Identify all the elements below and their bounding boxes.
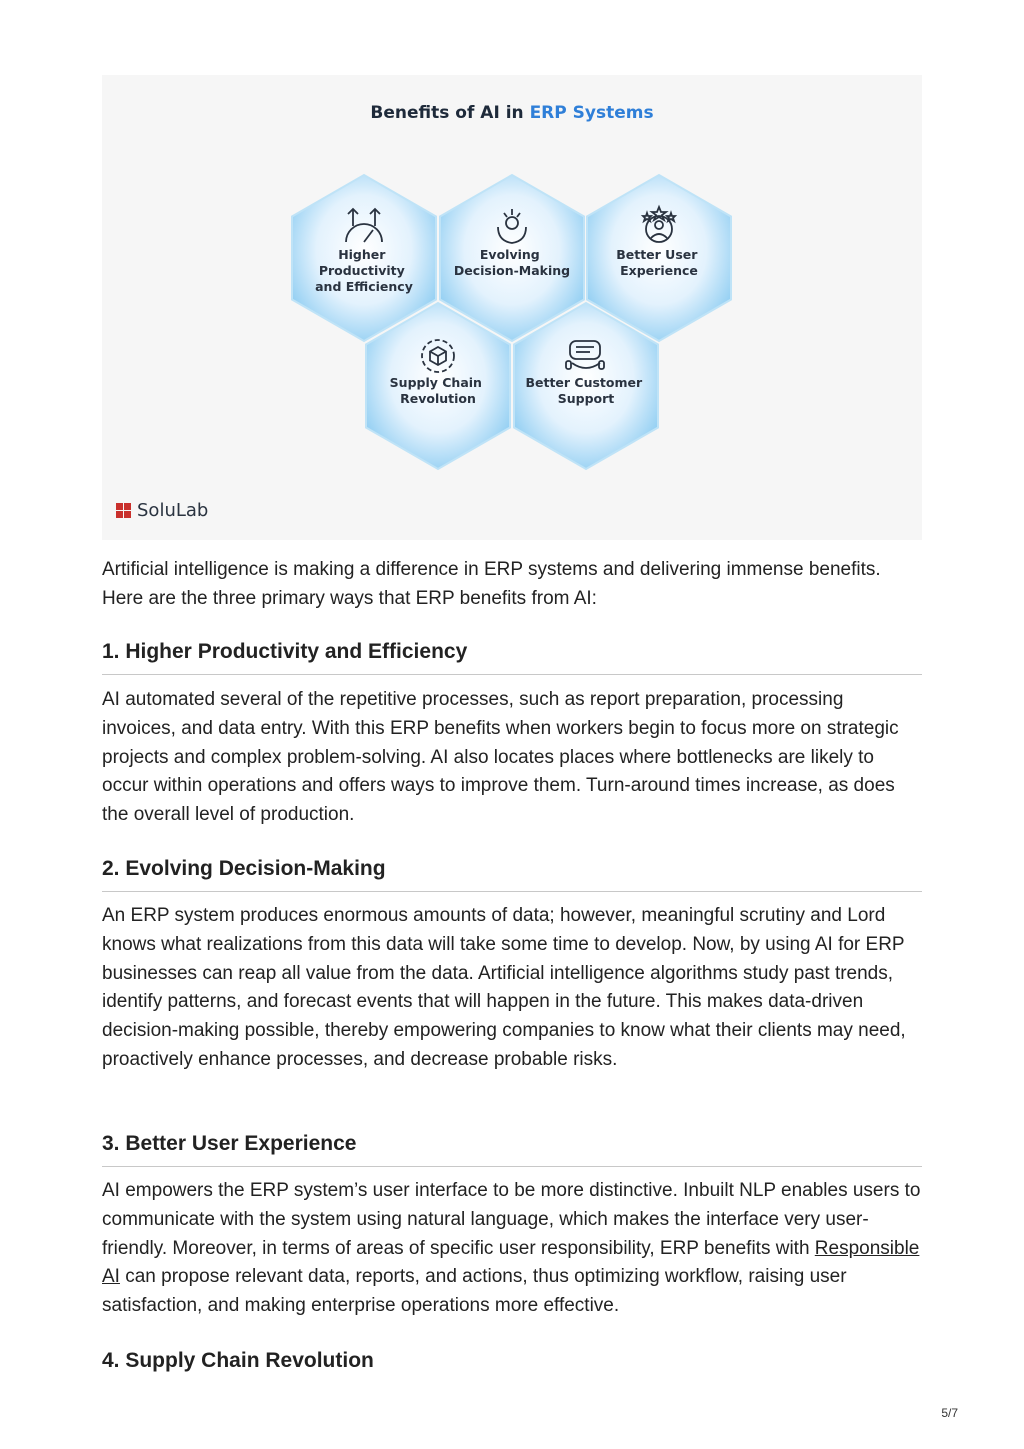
logo-text: SoluLab (137, 500, 209, 521)
hexagon-cluster (102, 75, 922, 540)
section-body-productivity (102, 686, 922, 830)
intro-paragraph (102, 556, 922, 614)
responsible-ai-link[interactable]: Responsible AI (102, 1237, 920, 1288)
section-heading-user-experience: 3. Better User Experience (102, 1132, 922, 1167)
hexagon-label: Better User Experience (616, 247, 698, 278)
solulab-logo-icon (116, 503, 131, 518)
hexagon-label: Better Customer Support (525, 375, 643, 406)
section-heading-decision-making: 2. Evolving Decision-Making (102, 857, 922, 892)
infographic-title-prefix: Benefits of AI in (370, 103, 530, 123)
section-text-before-link: AI empowers the ERP system’s user interface to be more distinctive. Inbuilt NLP enables users to communicate with the system using natural language, which makes the interface very user-friendly. Moreover, in terms of areas of specific user responsibility, ERP benefits with (102, 1180, 921, 1259)
hexagon-label: Higher Productivity and Efficiency (315, 247, 413, 294)
section-heading-supply-chain: 4. Supply Chain Revolution (102, 1349, 374, 1372)
section-text: AI automated several of the repetitive processes, such as report preparation, processing invoices, and data entry. With this ERP benefits when workers begin to focus more on strategic projects and complex problem-solving. AI also locates places where bottlenecks are likely to occur within operations and offers ways to improve them. Turn-around times increase, as does the overall level of production. (102, 689, 899, 826)
hexagon-label: Supply Chain Revolution (389, 375, 482, 406)
section-body-user-experience (102, 1177, 922, 1321)
section-text (102, 1177, 922, 1321)
hexagon-label: Evolving Decision-Making (453, 247, 571, 278)
infographic (102, 75, 922, 540)
intro-text: Artificial intelligence is making a difference in ERP systems and delivering immense benefits. Here are the three primary ways that ERP benefits from AI: (102, 559, 881, 609)
section-text: An ERP system produces enormous amounts of data; however, meaningful scrutiny and Lord knows what realizations from this data will take some time to develop. Now, by using AI for ERP businesses can reap all value from the data. Artificial intelligence algorithms study past trends, identify patterns, and forecast events that will happen in the future. This makes data-driven decision-making possible, thereby empowering companies to know what their clients may need, proactively enhance processes, and decrease probable risks. (102, 905, 906, 1070)
solulab-logo (116, 500, 208, 521)
page-number: 5/7 (941, 1406, 958, 1420)
section-heading-productivity: 1. Higher Productivity and Efficiency (102, 640, 922, 675)
section-text-after-link: can propose relevant data, reports, and actions, thus optimizing workflow, raising user satisfaction, and making enterprise operations more effective. (102, 1266, 847, 1317)
infographic-title-accent: ERP Systems (529, 103, 654, 123)
section-body-decision-making (102, 902, 922, 1075)
